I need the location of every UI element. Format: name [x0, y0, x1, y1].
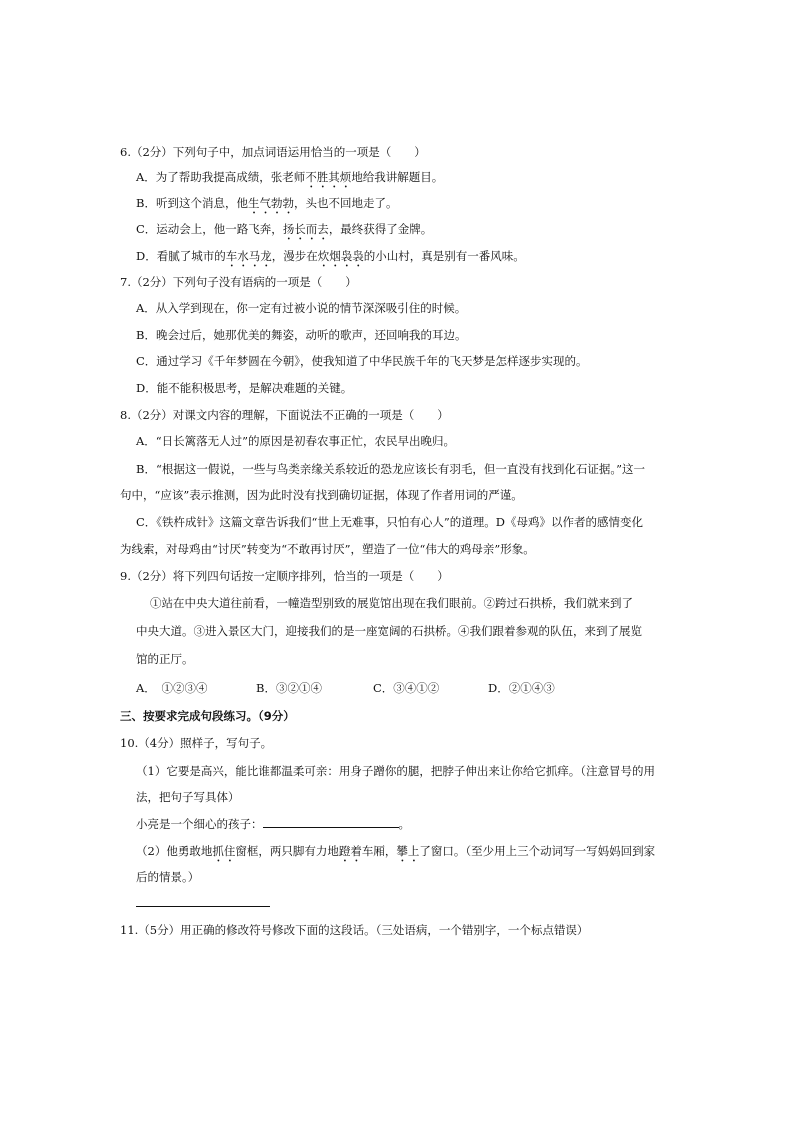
question-6-option-c[interactable]	[136, 221, 432, 243]
option-text: C．运动会上，他一路飞奔，	[136, 222, 283, 236]
option-text: A．为了帮助我提高成绩，张老师	[136, 170, 306, 184]
question-7-option-b[interactable]: B．晚会过后，她那优美的舞姿，动听的歌声，还回响我的耳边。	[136, 328, 467, 342]
question-8-option-c-line2: 为线索，对母鸡由“讨厌”转变为“不敢再讨厌”，塑造了一位“伟大的鸡母亲”形象。	[120, 542, 535, 556]
option-text: ，漫步在	[271, 249, 318, 263]
dotted-word: 攀上	[396, 844, 420, 858]
question-10-sub1-answer-line[interactable]	[136, 815, 410, 832]
question-7-option-c[interactable]: C．通过学习《千年梦圆在今朝》，使我知道了中华民族千年的飞天梦是怎样逐步实现的。	[136, 354, 588, 368]
question-8-option-c-line1[interactable]: C．《铁杵成针》这篇文章告诉我们“世上无难事，只怕有心人”的道理。D《母鸡》以作者的感情变化	[136, 515, 644, 529]
dotted-word: 生气勃勃	[247, 196, 294, 210]
question-9-choice-c[interactable]: C．③④①②	[373, 681, 440, 695]
question-8-option-a[interactable]: A．“日长篱落无人过”的原因是初春农事正忙，农民早出晚归。	[136, 434, 456, 448]
dotted-word: 不胜其烦	[305, 170, 352, 184]
question-9-stem: 9.（2分）将下列四句话按一定顺序排列，恰当的一项是（ ）	[120, 569, 449, 583]
option-text: ，最终获得了金牌。	[328, 222, 433, 236]
dotted-word: 炊烟袅袅	[317, 249, 364, 263]
option-text: ，头也不回地走了。	[293, 196, 398, 210]
question-7-stem: 7.（2分）下列句子没有语病的一项是（ ）	[120, 275, 357, 289]
prompt-text: 了窗口。（至少用上三个动词写一写妈妈回到家	[419, 844, 656, 858]
question-9-passage-line1: ①站在中央大道往前看，一幢造型别致的展览馆出现在我们眼前。②跨过石拱桥，我们就来到了	[150, 596, 633, 610]
question-10-sub1-line1: （1）它要是高兴，能比谁都温柔可亲：用身子蹭你的腿，把脖子伸出来让你给它抓痒。（注意冒号的用	[136, 764, 656, 778]
question-7-option-a[interactable]: A．从入学到现在，你一定有过被小说的情节深深吸引住的时候。	[136, 301, 467, 315]
question-9-choice-a[interactable]: A． ①②③④	[136, 681, 208, 695]
question-10-stem: 10.（4分）照样子，写句子。	[120, 736, 273, 750]
prompt-text: 窗框，两只脚有力地	[235, 844, 339, 858]
question-6-stem: 6.（2分）下列句子中，加点词语运用恰当的一项是（ ）	[120, 145, 426, 159]
dotted-word: 蹬着	[338, 844, 362, 858]
question-11-stem: 11.（5分）用正确的修改符号修改下面的这段话。（三处语病，一个错别字，一个标点错误）	[120, 923, 589, 937]
question-10-sub2-line2: 后的情景。）	[136, 870, 200, 884]
question-9-choice-b[interactable]: B．③②①④	[256, 681, 322, 695]
dotted-word: 抓住	[212, 844, 236, 858]
question-6-option-d[interactable]	[136, 248, 525, 270]
question-8-option-b-line1[interactable]: B．“根据这一假说，一些与鸟类亲缘关系较近的恐龙应该长有羽毛，但一直没有找到化石证据。”这一	[136, 462, 645, 476]
question-10-sub2-line1	[136, 843, 655, 865]
question-9-passage-line2: 中央大道。③进入景区大门，迎接我们的是一座宽阔的石拱桥。④我们跟着参观的队伍，来到了展览	[136, 624, 642, 638]
option-text: D．看腻了城市的	[136, 249, 226, 263]
option-text: 的小山村，真是别有一番风味。	[363, 249, 525, 263]
question-9-choice-d[interactable]: D．②①④③	[488, 681, 555, 695]
section-3-heading: 三、按要求完成句段练习。（9分）	[120, 709, 295, 723]
question-9-passage-line3: 馆的正厅。	[136, 652, 194, 666]
question-8-option-b-line2: 句中，“应该”表示推测，因为此时没有找到确切证据，体现了作者用词的严谨。	[120, 488, 523, 502]
question-7-option-d[interactable]: D．能不能积极思考，是解决难题的关键。	[136, 381, 353, 395]
dotted-word: 车水马龙	[225, 249, 272, 263]
dotted-word: 扬长而去	[282, 222, 329, 236]
prompt-text: 。	[398, 817, 410, 831]
question-10-sub2-answer-blank[interactable]	[136, 906, 270, 907]
question-8-stem: 8.（2分）对课文内容的理解，下面说法不正确的一项是（ ）	[120, 408, 449, 422]
prompt-text: （2）他勇敢地	[136, 844, 213, 858]
question-6-option-a[interactable]	[136, 169, 443, 191]
answer-blank[interactable]	[263, 815, 399, 828]
prompt-text: 车厢，	[361, 844, 397, 858]
question-10-sub1-line2: 法，把句子写具体）	[136, 790, 240, 804]
question-6-option-b[interactable]	[136, 195, 397, 217]
option-text: 地给我讲解题目。	[351, 170, 444, 184]
option-text: B．听到这个消息，他	[136, 196, 248, 210]
prompt-text: 小亮是一个细心的孩子：	[136, 817, 263, 831]
